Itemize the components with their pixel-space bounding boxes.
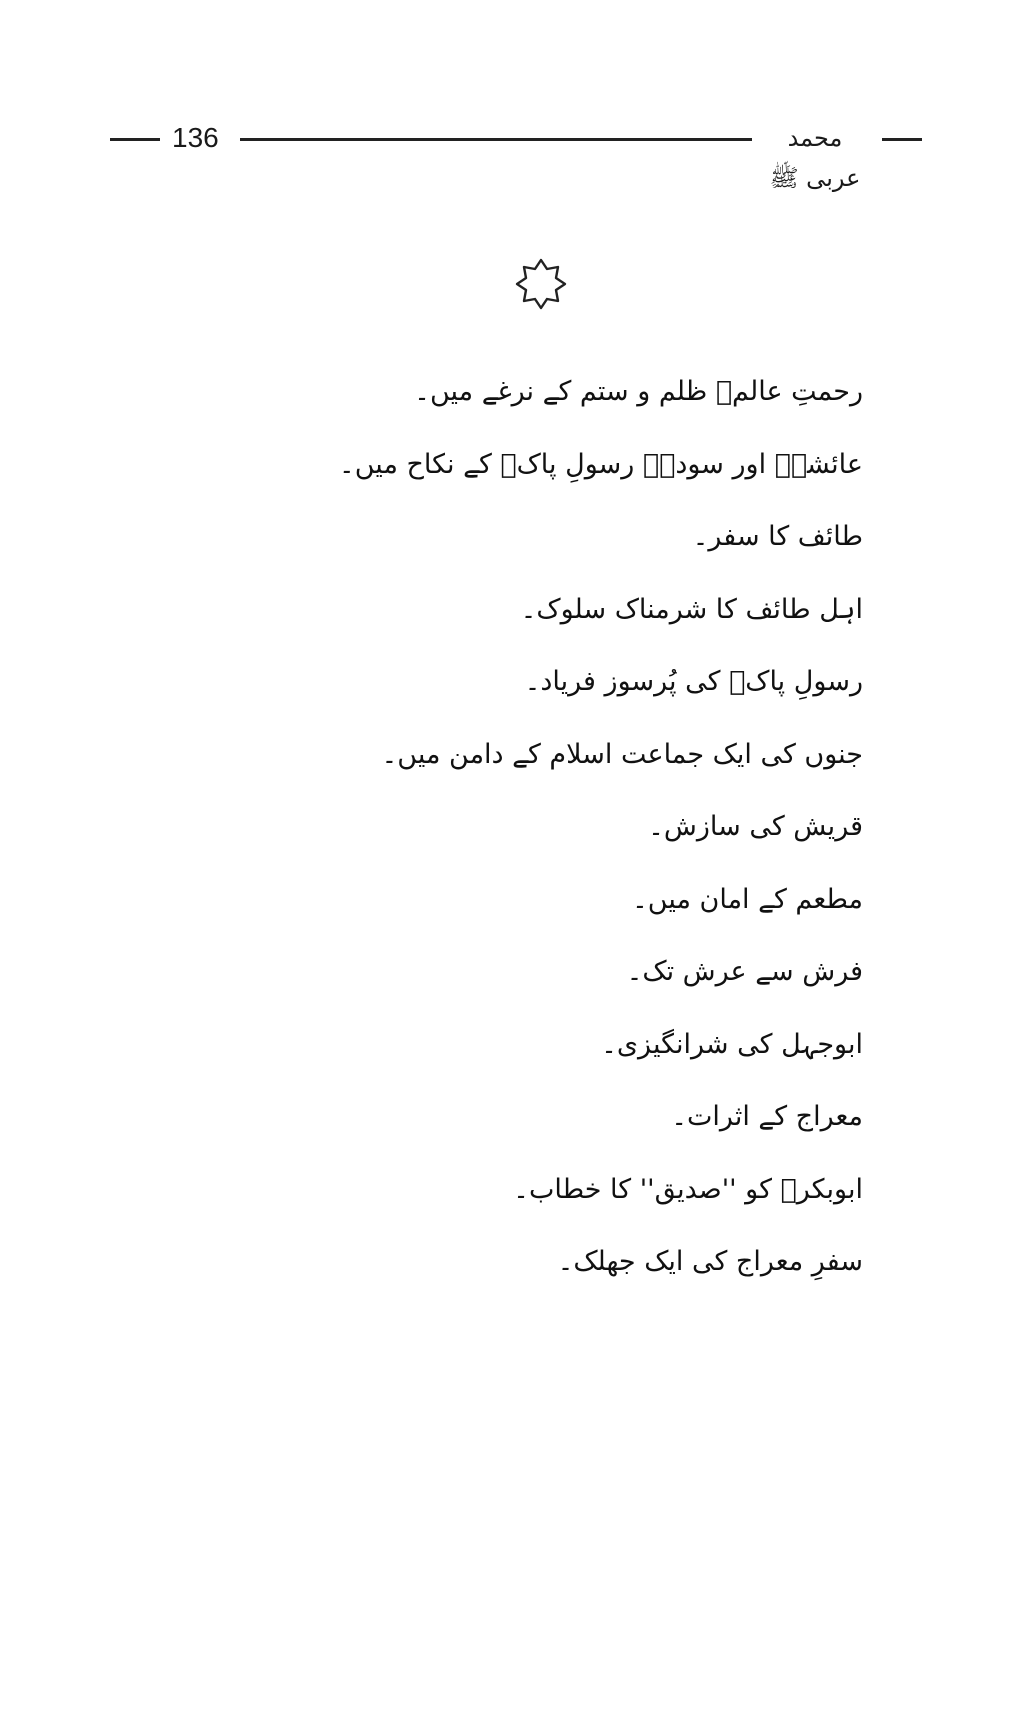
list-item: طائف کا سفر۔	[692, 521, 863, 552]
list-item: جنوں کی ایک جماعت اسلام کے دامن میں۔	[381, 738, 863, 770]
list-item: اہل طائف کا شرمناک سلوک۔	[520, 593, 863, 625]
list-item: ابوجہل کی شرانگیزی۔	[601, 1028, 863, 1060]
list-item: قریش کی سازش۔	[648, 811, 863, 842]
list-item: رسولِ پاکؐ کی پُرسوز فریاد۔	[524, 666, 863, 697]
book-title: محمد عربی ﷺ	[769, 124, 861, 192]
list-item: مطعم کے امان میں۔	[631, 883, 863, 915]
page-number: 136	[172, 122, 219, 153]
chapter-topic-list	[263, 364, 863, 1307]
header-rule-left	[110, 138, 160, 141]
list-item: ابوبکرؓ کو ''صدیق'' کا خطاب۔	[513, 1173, 863, 1205]
page-header	[110, 120, 922, 192]
eight-point-star-outline-icon	[514, 257, 568, 311]
list-item: فرش سے عرش تک۔	[626, 956, 863, 987]
list-item: عائشہؓ اور سودہؓ رسولِ پاکؐ کے نکاح میں۔	[338, 448, 863, 480]
header-rule-right	[882, 138, 922, 141]
list-item: معراج کے اثرات۔	[671, 1101, 863, 1132]
header-rule-middle	[240, 138, 752, 141]
list-item: سفرِ معراج کی ایک جھلک۔	[557, 1246, 863, 1277]
list-item: رحمتِ عالمؐ ظلم و ستم کے نرغے میں۔	[414, 376, 863, 407]
